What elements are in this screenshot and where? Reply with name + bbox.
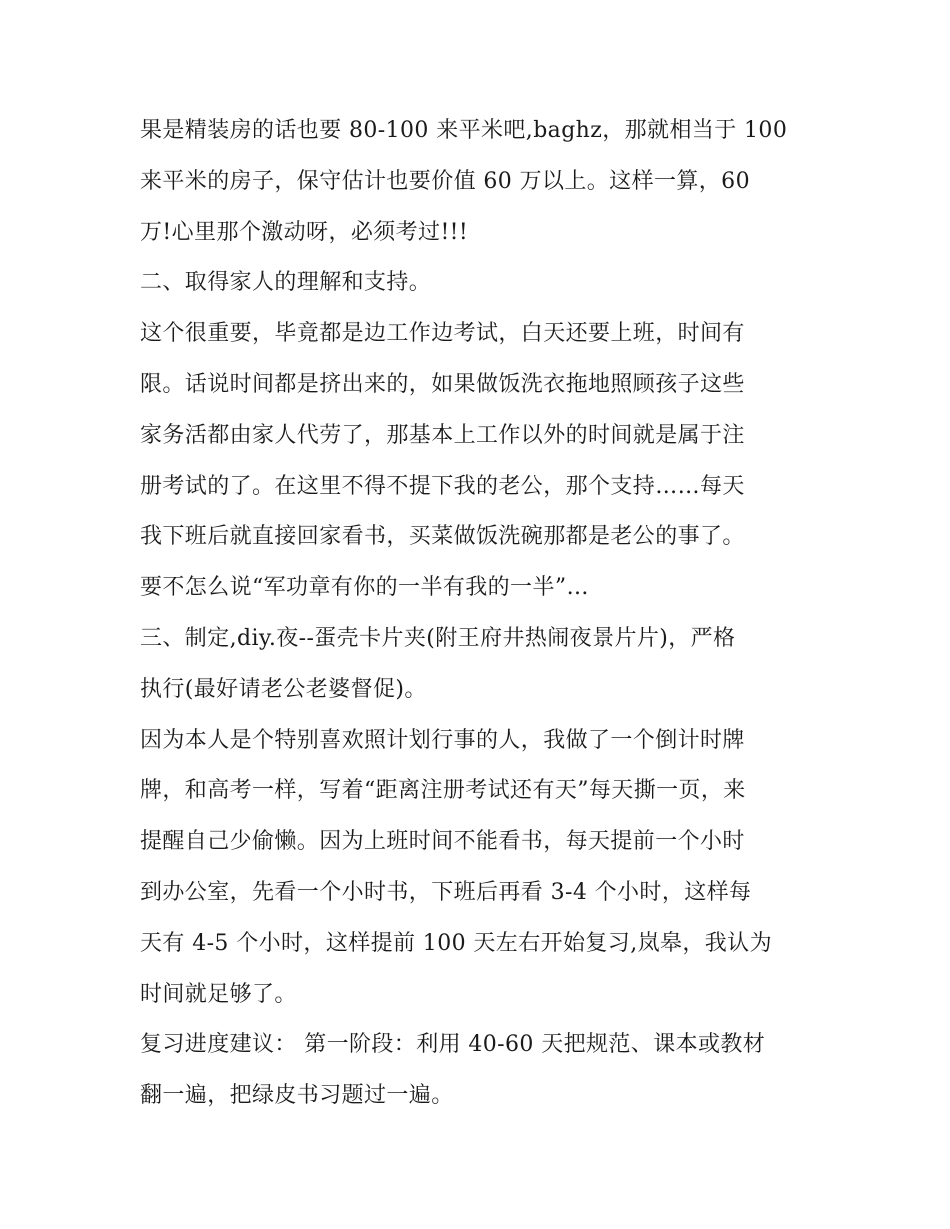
document-body [140, 106, 820, 1122]
text-line: 限。话说时间都是挤出来的，如果做饭洗衣拖地照顾孩子这些 [140, 371, 745, 397]
text-line: 要不怎么说“军功章有你的一半有我的一半”… [140, 575, 589, 601]
section-heading: 二、取得家人的理解和支持。 [140, 270, 432, 296]
text-line: 复习进度建议： 第一阶段：利用 40-60 天把规范、课本或教材 [140, 1032, 766, 1058]
text-line: 时间就足够了。 [140, 981, 297, 1007]
text-line: 万!心里那个激动呀，必须考过!!! [140, 219, 469, 245]
text-line: 家务活都由家人代劳了，那基本上工作以外的时间就是属于注 [140, 422, 745, 448]
text-line: 翻一遍，把绿皮书习题过一遍。 [140, 1083, 454, 1109]
section-heading-continued: 执行(最好请老公老婆督促)。 [140, 676, 427, 702]
text-line: 提醒自己少偷懒。因为上班时间不能看书，每天提前一个小时 [140, 829, 745, 855]
text-line: 来平米的房子，保守估计也要价值 60 万以上。这样一算，60 [140, 168, 750, 194]
text-line: 因为本人是个特别喜欢照计划行事的人，我做了一个倒计时牌 [140, 727, 745, 753]
text-line: 牌，和高考一样，写着“距离注册考试还有天”每天撕一页，来 [140, 778, 746, 804]
text-line: 我下班后就直接回家看书，买菜做饭洗碗那都是老公的事了。 [140, 524, 745, 550]
text-line: 天有 4-5 个小时，这样提前 100 天左右开始复习,岚皋，我认为 [140, 930, 772, 956]
text-line: 册考试的了。在这里不得不提下我的老公，那个支持……每天 [140, 473, 745, 499]
text-line: 果是精装房的话也要 80-100 来平米吧,baghz，那就相当于 100 [140, 118, 788, 143]
section-heading: 三、制定,diy.夜--蛋壳卡片夹(附王府井热闹夜景片片)，严格 [140, 625, 736, 651]
text-line: 到办公室，先看一个小时书，下班后再看 3-4 个小时，这样每 [140, 879, 752, 905]
text-line: 这个很重要，毕竟都是边工作边考试，白天还要上班，时间有 [140, 321, 745, 347]
